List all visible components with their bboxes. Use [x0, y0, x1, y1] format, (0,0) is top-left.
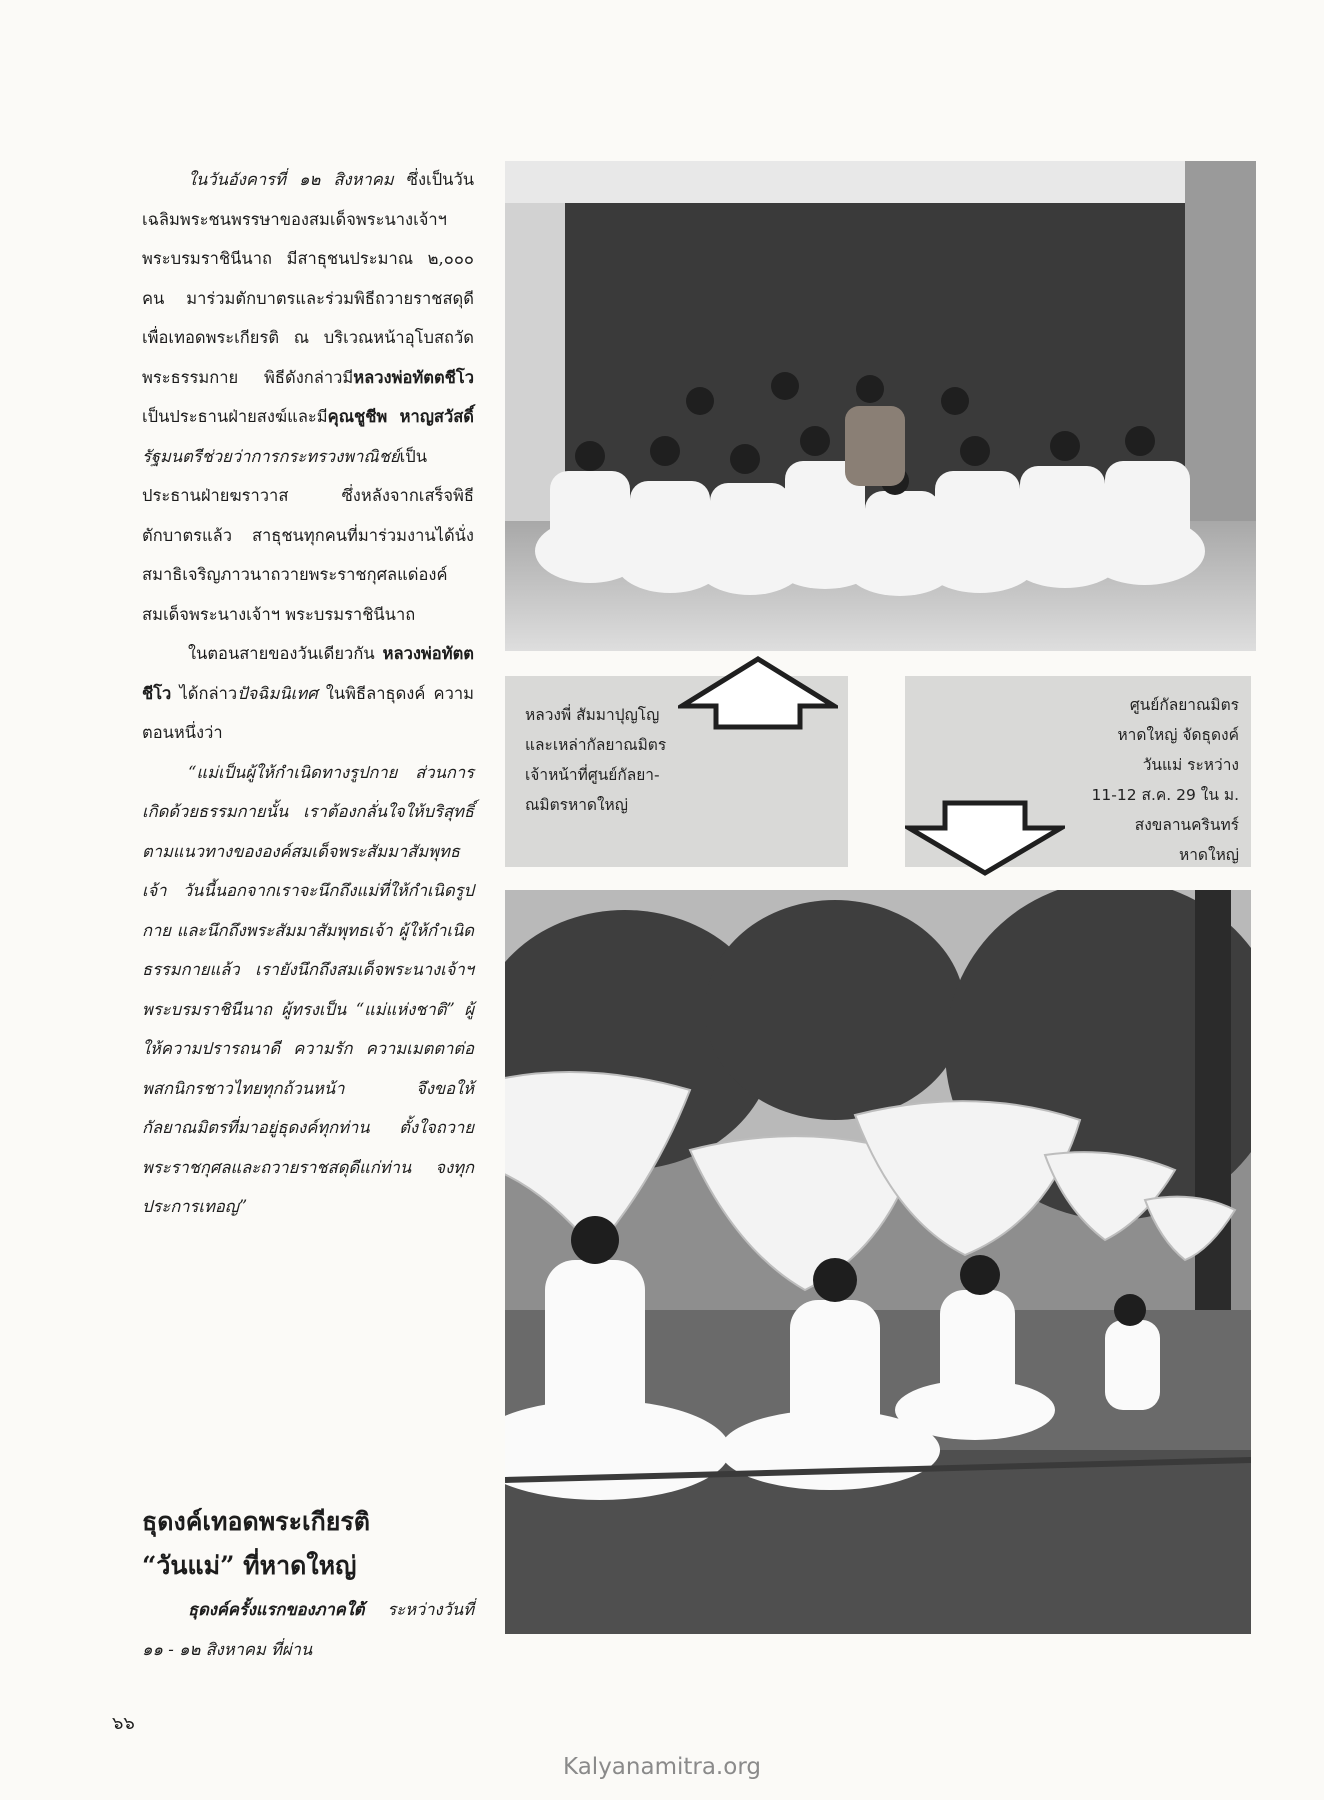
arrow-up-icon: [678, 656, 838, 730]
group-photo: [505, 161, 1256, 651]
caption-right: ศูนย์กัลยาณมิตร หาดใหญ่ จัดธุดงค์ วันแม่ ระหว่าง 11-12 ส.ค. 29 ใน ม. สงขลานครินทร์ หาดใหญ่: [905, 676, 1251, 867]
quote-paragraph: “แม่เป็นผู้ให้กำเนิดทางรูปกาย ส่วนการเกิดด้วยธรรมกายนั้น เราต้องกลั่นใจให้บริสุทธิ์ ตามแนวทางขององค์สมเด็จพระสัมมาสัมพุทธเจ้า วันนี้นอกจากเราจะนึกถึงแม่ที่ให้กำเนิดรูปกาย และนึกถึงพระสัมมาสัมพุทธเจ้า ผู้ให้กำเนิดธรรมกายแล้ว เรายังนึกถึงสมเด็จพระนางเจ้าฯ พระบรมราชินีนาถ ผู้ทรงเป็น “แม่แห่งชาติ” ผู้ให้ความปรารถนาดี ความรัก ความเมตตาต่อพสกนิกรชาวไทยทุกถ้วนหน้า จึงขอให้กัลยาณมิตรที่มาอยู่ธุดงค์ทุกท่าน ตั้งใจถวายพระราชกุศลและถวายราชสดุดีแก่ท่าน จงทุกประการเทอญ”: [142, 762, 474, 1216]
name-chucheep: คุณชูชีพ หาญสวัสดิ์: [327, 407, 474, 426]
section-heading: ธุดงค์เทอดพระเกียรติ “วันแม่” ที่หาดใหญ่: [142, 1507, 371, 1580]
page-number: ๖๖: [112, 1713, 135, 1734]
paragraph-thudong: ธุดงค์ครั้งแรกของภาคใต้ ระหว่างวันที่ ๑๑ - ๑๒ สิงหาคม ที่ผ่าน: [142, 1600, 474, 1659]
meditation-photo: [505, 890, 1251, 1634]
article-column: [142, 160, 474, 1227]
arrow-down-icon: [905, 800, 1065, 876]
name-luang-por: หลวงพ่อทัตตชีโว: [353, 367, 474, 387]
paragraph-sermon: ในตอนสายของวันเดียวกัน หลวงพ่อทัตตชีโว ได้กล่าวปัจฉิมนิเทศ ในพิธีลาธุดงค์ ความตอนหนึ่งว่า: [142, 644, 474, 742]
caption-left: หลวงพี่ สัมมาปุญโญ และเหล่ากัลยาณมิตร เจ้าหน้าที่ศูนย์กัลยา- ณมิตรหาดใหญ่: [505, 676, 848, 867]
watermark-footer: Kalyanamitra.org: [563, 1754, 761, 1780]
paragraph-ceremony: ในวันอังคารที่ ๑๒ สิงหาคม ซึ่งเป็นวันเฉลิมพระชนพรรษาของสมเด็จพระนางเจ้าฯ พระบรมราชินีนาถ มีสาธุชนประมาณ ๒,๐๐๐ คน มาร่วมตักบาตรและร่วมพิธีถวายราชสดุดีเพื่อเทอดพระเกียรติ ณ บริเวณหน้าอุโบสถวัดพระธรรมกาย พิธีดังกล่าวมีหลวงพ่อทัตตชีโวเป็นประธานฝ่ายสงฆ์และมีคุณชูชีพ หาญสวัสดิ์ รัฐมนตรีช่วยว่าการกระทรวงพาณิชย์เป็นประธานฝ่ายฆราวาส ซึ่งหลังจากเสร็จพิธีตักบาตรแล้ว สาธุชนทุกคนที่มาร่วมงานได้นั่งสมาธิเจริญภาวนาถวายพระราชกุศลแด่องค์สมเด็จพระนางเจ้าฯ พระบรมราชินีนาถ: [142, 170, 474, 624]
date-phrase: ในวันอังคารที่ ๑๒ สิงหาคม: [188, 170, 394, 189]
